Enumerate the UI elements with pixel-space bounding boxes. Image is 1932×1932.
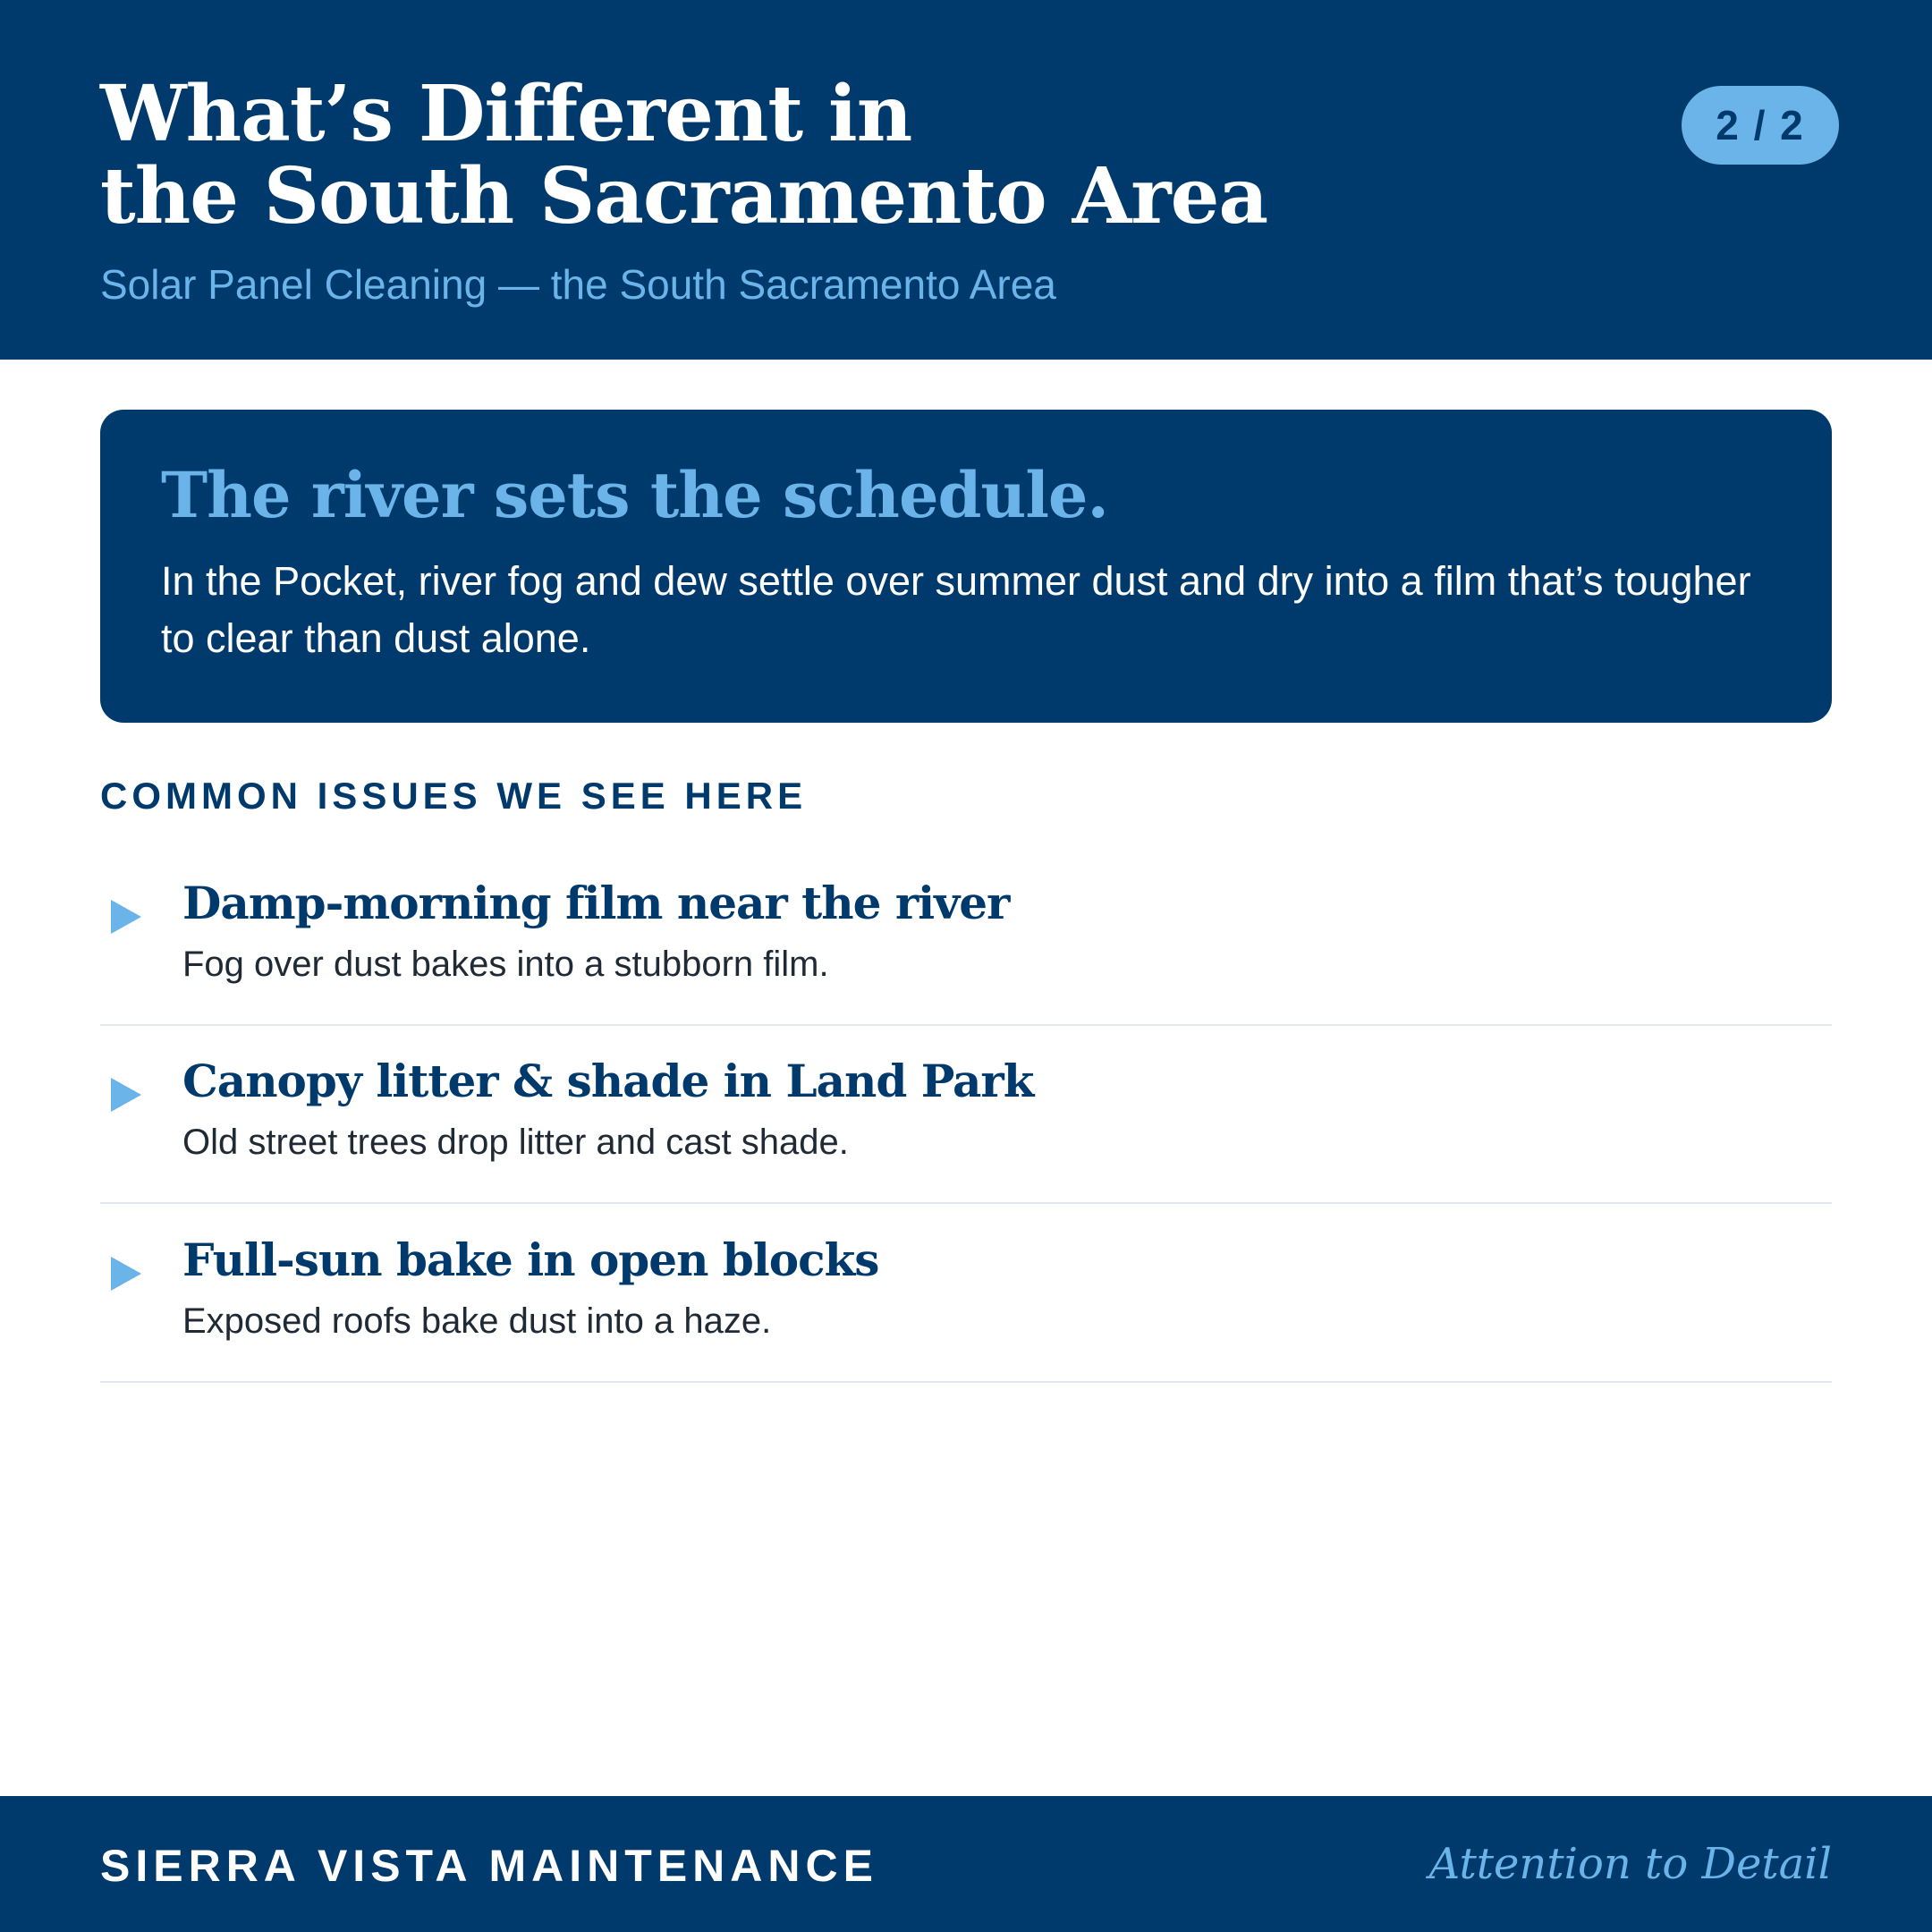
callout-heading: The river sets the schedule. [161,458,1108,532]
page-subtitle: Solar Panel Cleaning — the South Sacramento Area [100,261,1056,308]
triangle-right-icon [111,900,141,934]
page-indicator-badge: 2 / 2 [1682,86,1839,165]
triangle-right-icon [111,1078,141,1112]
page-title-line-2: the South Sacramento Area [100,151,1268,242]
issue-description: Fog over dust bakes into a stubborn film. [182,945,829,984]
issue-title: Canopy litter & shade in Land Park [182,1055,1034,1107]
issue-item [100,1026,1832,1204]
brand-name: SIERRA VISTA MAINTENANCE [100,1841,878,1891]
footer-bar [0,1796,1932,1932]
issue-item [100,848,1832,1026]
issue-description: Exposed roofs bake dust into a haze. [182,1301,772,1341]
issue-title: Full-sun bake in open blocks [182,1233,879,1286]
issue-item [100,1205,1832,1383]
page-title-line-1: What’s Different in [100,69,912,159]
page-title [100,69,1531,242]
section-label: COMMON ISSUES WE SEE HERE [100,775,808,817]
brand-tagline: Attention to Detail [1428,1839,1832,1889]
header-banner [0,0,1932,360]
issue-description: Old street trees drop litter and cast shade. [182,1123,849,1162]
issue-title: Damp-morning film near the river [182,877,1010,929]
callout-body: In the Pocket, river fog and dew settle over summer dust and dry into a film that’s tougher to clear than dust alone. [161,558,1751,661]
triangle-right-icon [111,1257,141,1291]
callout-box [100,410,1832,723]
